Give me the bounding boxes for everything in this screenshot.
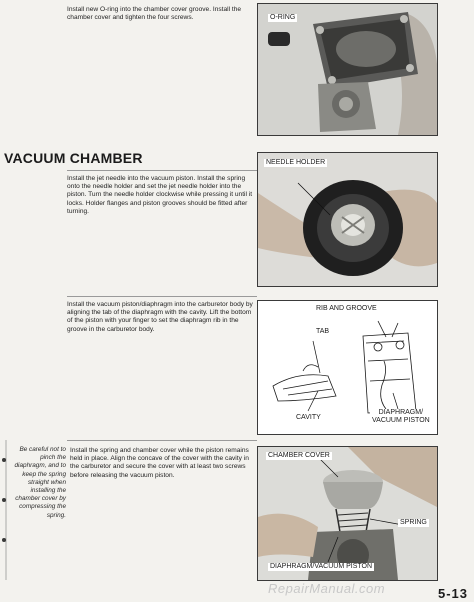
- needle-holder-illustration: [258, 153, 437, 286]
- section-rule: [67, 170, 257, 171]
- tab-label: TAB: [316, 328, 330, 335]
- o-ring-label: O-RING: [270, 14, 296, 21]
- rib-and-groove-label: RIB AND GROOVE: [316, 305, 377, 312]
- step1-text: Install new O-ring into the chamber cover groove. Install the chamber cover and tighten the four screws.: [67, 6, 242, 22]
- divider-2: [67, 296, 257, 297]
- binding-holes-graphic: [0, 440, 8, 580]
- step3-text: Install the vacuum piston/diaphragm into the carburetor body by aligning the tab of the diaphragm with the cavity. Lift the bottom of the piston with your finger to set the diaphragm rib in the groove in the carburetor body.: [67, 301, 253, 333]
- step2-photo: [257, 152, 438, 287]
- section-heading: VACUUM CHAMBER: [4, 150, 143, 166]
- step1-photo: [257, 3, 438, 136]
- caution-note: Be careful not to pinch the diaphragm, and to keep the spring straight when installing the chamber cover by compressing the spring.: [14, 446, 66, 519]
- step4-text: Install the spring and chamber cover while the piston remains held in place. Align the concave of the cover with the cavity in the carburetor and secure the cover with at least two screws before releasing the vacuum piston.: [70, 447, 249, 479]
- diaphragm-vacuum-piston-label-2: DIAPHRAGM/VACUUM PISTON: [270, 563, 373, 570]
- step4-photo: [257, 446, 438, 581]
- cavity-label: CAVITY: [296, 414, 321, 421]
- divider-3: [67, 440, 257, 441]
- watermark: RepairManual.com: [268, 581, 386, 596]
- step2-text: Install the jet needle into the vacuum piston. Install the spring onto the needle holder and set the jet needle holder into the piston. Turn the needle holder clockwise while pressing it until it locks. Holder flanges and piston grooves should be fitted after turning.: [67, 175, 253, 215]
- diaphragm-vacuum-piston-label: DIAPHRAGM/ VACUUM PISTON: [372, 409, 430, 424]
- spring-label: SPRING: [400, 519, 427, 526]
- page-number: 5-13: [437, 586, 468, 601]
- step3-diagram: [257, 300, 438, 435]
- chamber-cover-label: CHAMBER COVER: [268, 452, 330, 459]
- chamber-cover-illustration: [258, 447, 437, 580]
- carburetor-cover-illustration: [258, 4, 437, 135]
- binding-holes: [0, 440, 8, 580]
- needle-holder-label: NEEDLE HOLDER: [266, 159, 326, 166]
